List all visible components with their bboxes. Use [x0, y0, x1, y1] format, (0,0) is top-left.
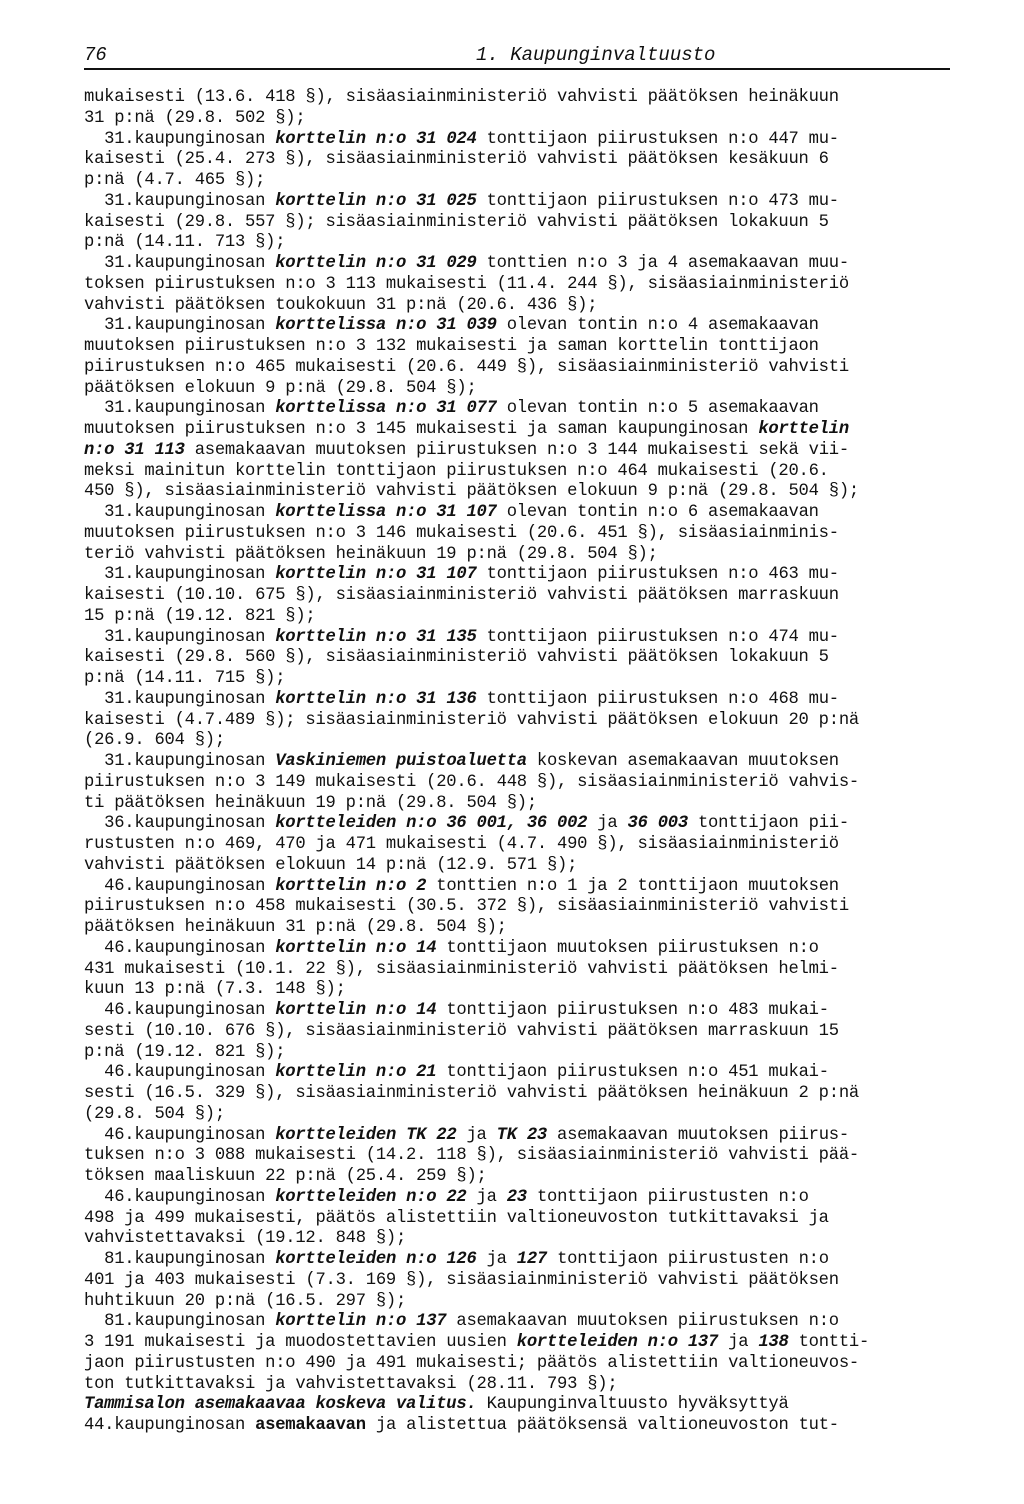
- text-line: [84, 275, 974, 296]
- emphasized-text: korttelin n:o 31 135: [275, 627, 477, 647]
- text-segment: meksi mainitun korttelin tonttijaon piirustuksen n:o 464 mukaisesti (20.6.: [84, 461, 829, 481]
- text-line: [84, 1146, 974, 1167]
- text-segment: ti päätöksen heinäkuun 19 p:nä (29.8. 504 §);: [84, 793, 537, 813]
- text-line: [84, 296, 974, 317]
- text-segment: 46.kaupunginosan: [84, 938, 276, 958]
- text-line: [84, 918, 974, 939]
- text-segment: 31.kaupunginosan: [84, 254, 276, 273]
- text-segment: olevan tontin n:o 6 asemakaavan: [496, 503, 819, 522]
- text-line: [84, 1188, 974, 1209]
- text-line: [84, 1271, 974, 1292]
- text-segment: huhtikuun 20 p:nä (16.5. 297 §);: [84, 1291, 407, 1311]
- emphasized-text: korttelissa n:o 31 107: [275, 503, 497, 522]
- running-title: 1. Kaupunginvaltuusto: [476, 44, 716, 66]
- text-segment: 46.kaupunginosan: [84, 1125, 276, 1145]
- emphasized-text: korttelissa n:o 31 039: [275, 316, 497, 336]
- text-segment: tonttijaon piirustuksen n:o 468 mu-: [476, 689, 839, 709]
- text-segment: päätöksen elokuun 9 p:nä (29.8. 504 §);: [84, 378, 477, 398]
- text-segment: tonttijaon piirustuksen n:o 451 mukai-: [436, 1063, 829, 1083]
- text-segment: p:nä (14.11. 715 §);: [84, 669, 286, 688]
- text-segment: 31 p:nä (29.8. 502 §);: [84, 108, 306, 128]
- text-line: [84, 337, 974, 358]
- text-segment: rustusten n:o 469, 470 ja 471 mukaisesti (4.7. 490 §), sisäasiainministeriö: [84, 835, 839, 854]
- text-segment: tonttijaon piirustusten n:o: [547, 1250, 829, 1269]
- text-segment: (29.8. 504 §);: [84, 1104, 225, 1124]
- text-segment: 31.kaupunginosan: [84, 627, 276, 647]
- text-segment: 31.kaupunginosan: [84, 399, 276, 419]
- text-segment: 498 ja 499 mukaisesti, päätös alistettiin valtioneuvoston tutkittavaksi ja: [84, 1208, 829, 1228]
- text-line: [84, 1229, 974, 1250]
- text-segment: (26.9. 604 §);: [84, 731, 225, 751]
- emphasized-text: korttelin n:o 137: [275, 1312, 447, 1332]
- emphasized-text: kortteleiden n:o 137: [516, 1333, 719, 1352]
- text-segment: p:nä (19.12. 821 §);: [84, 1042, 286, 1062]
- emphasized-text: korttelin n:o 14: [275, 1001, 437, 1020]
- text-segment: 31.kaupunginosan: [84, 129, 276, 149]
- text-line: [84, 690, 974, 711]
- text-segment: tonttijaon piirustuksen n:o 447 mu-: [476, 129, 839, 149]
- text-segment: 31.kaupunginosan: [84, 191, 276, 211]
- text-line: [84, 897, 974, 918]
- text-segment: p:nä (14.11. 713 §);: [84, 233, 286, 253]
- text-segment: asemakaavan muutoksen piirus-: [546, 1125, 849, 1145]
- emphasized-text: korttelin n:o 31 024: [275, 129, 477, 149]
- text-segment: 81.kaupunginosan: [84, 1312, 276, 1332]
- body-text: [84, 88, 974, 1437]
- text-segment: asemakaavan muutoksen piirustuksen n:o 3 144 mukaisesti sekä vii-: [184, 440, 849, 460]
- text-line: [84, 171, 974, 192]
- text-segment: 46.kaupunginosan: [84, 1187, 276, 1207]
- emphasized-text: korttelin n:o 21: [275, 1063, 437, 1083]
- text-segment: töksen maaliskuun 22 p:nä (25.4. 259 §);: [84, 1167, 487, 1186]
- text-line: [84, 545, 974, 566]
- text-segment: 31.kaupunginosan: [84, 689, 276, 709]
- text-line: [84, 88, 974, 109]
- text-segment: 36.kaupunginosan: [84, 814, 276, 834]
- text-segment: 44.kaupunginosan: [84, 1416, 256, 1435]
- emphasized-text: korttelin n:o 31 025: [275, 191, 477, 211]
- header-rule: [84, 68, 950, 70]
- text-segment: vahvistettavaksi (19.12. 848 §);: [84, 1229, 407, 1249]
- text-segment: muutoksen piirustuksen n:o 3 145 mukaisesti ja saman kaupunginosan: [84, 420, 759, 439]
- emphasized-text: korttelin n:o 2: [275, 876, 427, 896]
- text-segment: tonttijaon muutoksen piirustuksen n:o: [436, 938, 819, 958]
- text-line: [84, 939, 974, 960]
- text-line: [84, 441, 974, 462]
- emphasized-text: korttelin n:o 31 107: [275, 565, 477, 585]
- text-segment: piirustuksen n:o 3 149 mukaisesti (20.6. 448 §), sisäasiainministeriö vahvis-: [84, 772, 859, 792]
- text-line: [84, 1001, 974, 1022]
- text-line: [84, 462, 974, 483]
- emphasized-text: 127: [516, 1250, 547, 1269]
- text-segment: ja: [718, 1333, 759, 1352]
- text-line: [84, 482, 974, 503]
- text-line: [84, 1250, 974, 1271]
- emphasized-text: TK 23: [496, 1125, 547, 1145]
- text-segment: vahvisti päätöksen toukokuun 31 p:nä (20.6. 436 §);: [84, 295, 598, 315]
- text-segment: ja: [466, 1187, 507, 1207]
- emphasized-text: 138: [758, 1333, 789, 1352]
- text-segment: 431 mukaisesti (10.1. 22 §), sisäasiainministeriö vahvisti päätöksen helmi-: [84, 959, 839, 979]
- text-segment: vahvisti päätöksen elokuun 14 p:nä (12.9. 571 §);: [84, 855, 578, 875]
- emphasized-text: kortteleiden n:o 126: [275, 1250, 477, 1269]
- text-line: [84, 379, 974, 400]
- text-line: [84, 773, 974, 794]
- text-line: [84, 1333, 974, 1354]
- text-line: [84, 565, 974, 586]
- emphasized-text: asemakaavan: [255, 1416, 366, 1435]
- text-line: [84, 1063, 974, 1084]
- text-line: [84, 731, 974, 752]
- text-line: [84, 1416, 974, 1437]
- text-segment: 46.kaupunginosan: [84, 1063, 276, 1083]
- text-line: [84, 1354, 974, 1375]
- text-segment: kaisesti (29.8. 557 §); sisäasiainministeriö vahvisti päätöksen lokakuun 5: [84, 212, 829, 232]
- text-segment: sesti (10.10. 676 §), sisäasiainministeriö vahvisti päätöksen marraskuun 15: [84, 1021, 839, 1041]
- emphasized-text: Vaskiniemen puistoaluetta: [275, 752, 527, 771]
- text-segment: kaisesti (4.7.489 §); sisäasiainministeriö vahvisti päätöksen elokuun 20 p:nä: [84, 710, 859, 730]
- text-line: [84, 752, 974, 773]
- emphasized-text: korttelin: [758, 420, 849, 439]
- text-segment: 31.kaupunginosan: [84, 565, 276, 585]
- text-line: [84, 1312, 974, 1333]
- text-line: [84, 399, 974, 420]
- text-line: [84, 980, 974, 1001]
- emphasized-text: 36 003: [627, 814, 688, 834]
- emphasized-text: korttelin n:o 14: [275, 938, 437, 958]
- text-line: [84, 1209, 974, 1230]
- text-segment: Kaupunginvaltuusto hyväksyttyä: [476, 1395, 789, 1415]
- text-line: [84, 524, 974, 545]
- text-segment: tuksen n:o 3 088 mukaisesti (14.2. 118 §), sisäasiainministeriö vahvisti pää-: [84, 1146, 859, 1166]
- text-segment: tonttijaon pii-: [687, 814, 849, 834]
- emphasized-text: kortteleiden TK 22: [275, 1125, 457, 1145]
- text-line: [84, 586, 974, 607]
- text-segment: tonttijaon piirustusten n:o: [526, 1187, 809, 1207]
- text-line: [84, 233, 974, 254]
- text-line: [84, 1084, 974, 1105]
- text-line: [84, 1167, 974, 1188]
- text-line: [84, 316, 974, 337]
- text-segment: ja: [456, 1125, 497, 1145]
- text-segment: muutoksen piirustuksen n:o 3 146 mukaisesti (20.6. 451 §), sisäasiainminis-: [84, 523, 839, 543]
- text-line: [84, 130, 974, 151]
- text-line: [84, 648, 974, 669]
- text-segment: p:nä (4.7. 465 §);: [84, 171, 266, 190]
- text-segment: 46.kaupunginosan: [84, 876, 276, 896]
- text-line: [84, 607, 974, 628]
- text-segment: piirustuksen n:o 458 mukaisesti (30.5. 372 §), sisäasiainministeriö vahvisti: [84, 897, 849, 917]
- text-segment: kuun 13 p:nä (7.3. 148 §);: [84, 980, 346, 1000]
- text-line: [84, 669, 974, 690]
- emphasized-text: 23: [506, 1187, 527, 1207]
- text-segment: koskevan asemakaavan muutoksen: [526, 752, 839, 771]
- text-segment: kaisesti (29.8. 560 §), sisäasiainministeriö vahvisti päätöksen lokakuun 5: [84, 648, 829, 668]
- text-line: [84, 711, 974, 732]
- text-segment: kaisesti (10.10. 675 §), sisäasiainministeriö vahvisti päätöksen marraskuun: [84, 586, 839, 605]
- text-segment: mukaisesti (13.6. 418 §), sisäasiainministeriö vahvisti päätöksen heinäkuun: [84, 88, 839, 107]
- text-line: [84, 1105, 974, 1126]
- text-line: [84, 628, 974, 649]
- text-segment: tonttien n:o 1 ja 2 tonttijaon muutoksen: [426, 876, 839, 896]
- emphasized-text: Tammisalon asemakaavaa koskeva valitus.: [84, 1395, 477, 1415]
- text-line: [84, 358, 974, 379]
- text-line: [84, 856, 974, 877]
- text-segment: 46.kaupunginosan: [84, 1001, 276, 1020]
- text-segment: 3 191 mukaisesti ja muodostettavien uusien: [84, 1333, 517, 1352]
- text-line: [84, 1375, 974, 1396]
- text-segment: päätöksen heinäkuun 31 p:nä (29.8. 504 §);: [84, 918, 507, 937]
- text-line: [84, 794, 974, 815]
- text-segment: tonttijaon piirustuksen n:o 463 mu-: [476, 565, 839, 585]
- page-header: [84, 44, 964, 70]
- text-segment: 31.kaupunginosan: [84, 503, 276, 522]
- emphasized-text: kortteleiden n:o 22: [275, 1187, 467, 1207]
- text-segment: teriö vahvisti päätöksen heinäkuun 19 p:nä (29.8. 504 §);: [84, 544, 658, 564]
- text-segment: piirustuksen n:o 465 mukaisesti (20.6. 449 §), sisäasiainministeriö vahvisti: [84, 357, 849, 377]
- text-line: [84, 960, 974, 981]
- text-segment: sesti (16.5. 329 §), sisäasiainministeriö vahvisti päätöksen heinäkuun 2 p:nä: [84, 1084, 859, 1103]
- text-line: [84, 1395, 974, 1416]
- text-segment: tonttijaon piirustuksen n:o 473 mu-: [476, 191, 839, 211]
- text-segment: tonttijaon piirustuksen n:o 483 mukai-: [436, 1001, 829, 1020]
- text-segment: jaon piirustusten n:o 490 ja 491 mukaisesti; päätös alistettiin valtioneuvos-: [84, 1353, 859, 1373]
- emphasized-text: korttelissa n:o 31 077: [275, 399, 497, 419]
- text-segment: ja: [587, 814, 628, 834]
- text-segment: 401 ja 403 mukaisesti (7.3. 169 §), sisäasiainministeriö vahvisti päätöksen: [84, 1270, 839, 1290]
- text-line: [84, 213, 974, 234]
- text-segment: 31.kaupunginosan: [84, 316, 276, 336]
- emphasized-text: korttelin n:o 31 029: [275, 254, 477, 273]
- text-line: [84, 192, 974, 213]
- text-line: [84, 254, 974, 275]
- text-segment: asemakaavan muutoksen piirustuksen n:o: [446, 1312, 839, 1332]
- text-line: [84, 1043, 974, 1064]
- text-line: [84, 1126, 974, 1147]
- text-segment: olevan tontin n:o 4 asemakaavan: [496, 316, 819, 336]
- text-segment: ja: [476, 1250, 517, 1269]
- page-number: 76: [84, 44, 107, 66]
- text-segment: tonttijaon piirustuksen n:o 474 mu-: [476, 627, 839, 647]
- text-line: [84, 109, 974, 130]
- text-line: [84, 877, 974, 898]
- text-line: [84, 420, 974, 441]
- text-segment: 31.kaupunginosan: [84, 752, 276, 771]
- text-line: [84, 503, 974, 524]
- text-segment: kaisesti (25.4. 273 §), sisäasiainministeriö vahvisti päätöksen kesäkuun 6: [84, 150, 829, 170]
- text-segment: olevan tontin n:o 5 asemakaavan: [496, 399, 819, 419]
- text-line: [84, 835, 974, 856]
- text-line: [84, 814, 974, 835]
- text-segment: tontti-: [788, 1333, 870, 1352]
- text-segment: 15 p:nä (19.12. 821 §);: [84, 606, 316, 626]
- text-line: [84, 1022, 974, 1043]
- text-segment: 450 §), sisäasiainministeriö vahvisti päätöksen elokuun 9 p:nä (29.8. 504 §);: [84, 482, 859, 502]
- text-segment: ja alistettua päätöksensä valtioneuvoston tut-: [365, 1416, 839, 1435]
- text-segment: 81.kaupunginosan: [84, 1250, 276, 1269]
- emphasized-text: kortteleiden n:o 36 001, 36 002: [275, 814, 588, 834]
- emphasized-text: korttelin n:o 31 136: [275, 689, 477, 709]
- text-line: [84, 1292, 974, 1313]
- text-line: [84, 150, 974, 171]
- text-segment: tonttien n:o 3 ja 4 asemakaavan muu-: [476, 254, 849, 273]
- text-segment: ton tutkittavaksi ja vahvistettavaksi (28.11. 793 §);: [84, 1374, 618, 1394]
- text-segment: muutoksen piirustuksen n:o 3 132 mukaisesti ja saman korttelin tonttijaon: [84, 337, 819, 356]
- text-segment: toksen piirustuksen n:o 3 113 mukaisesti (11.4. 244 §), sisäasiainministeriö: [84, 274, 849, 294]
- emphasized-text: n:o 31 113: [84, 440, 185, 460]
